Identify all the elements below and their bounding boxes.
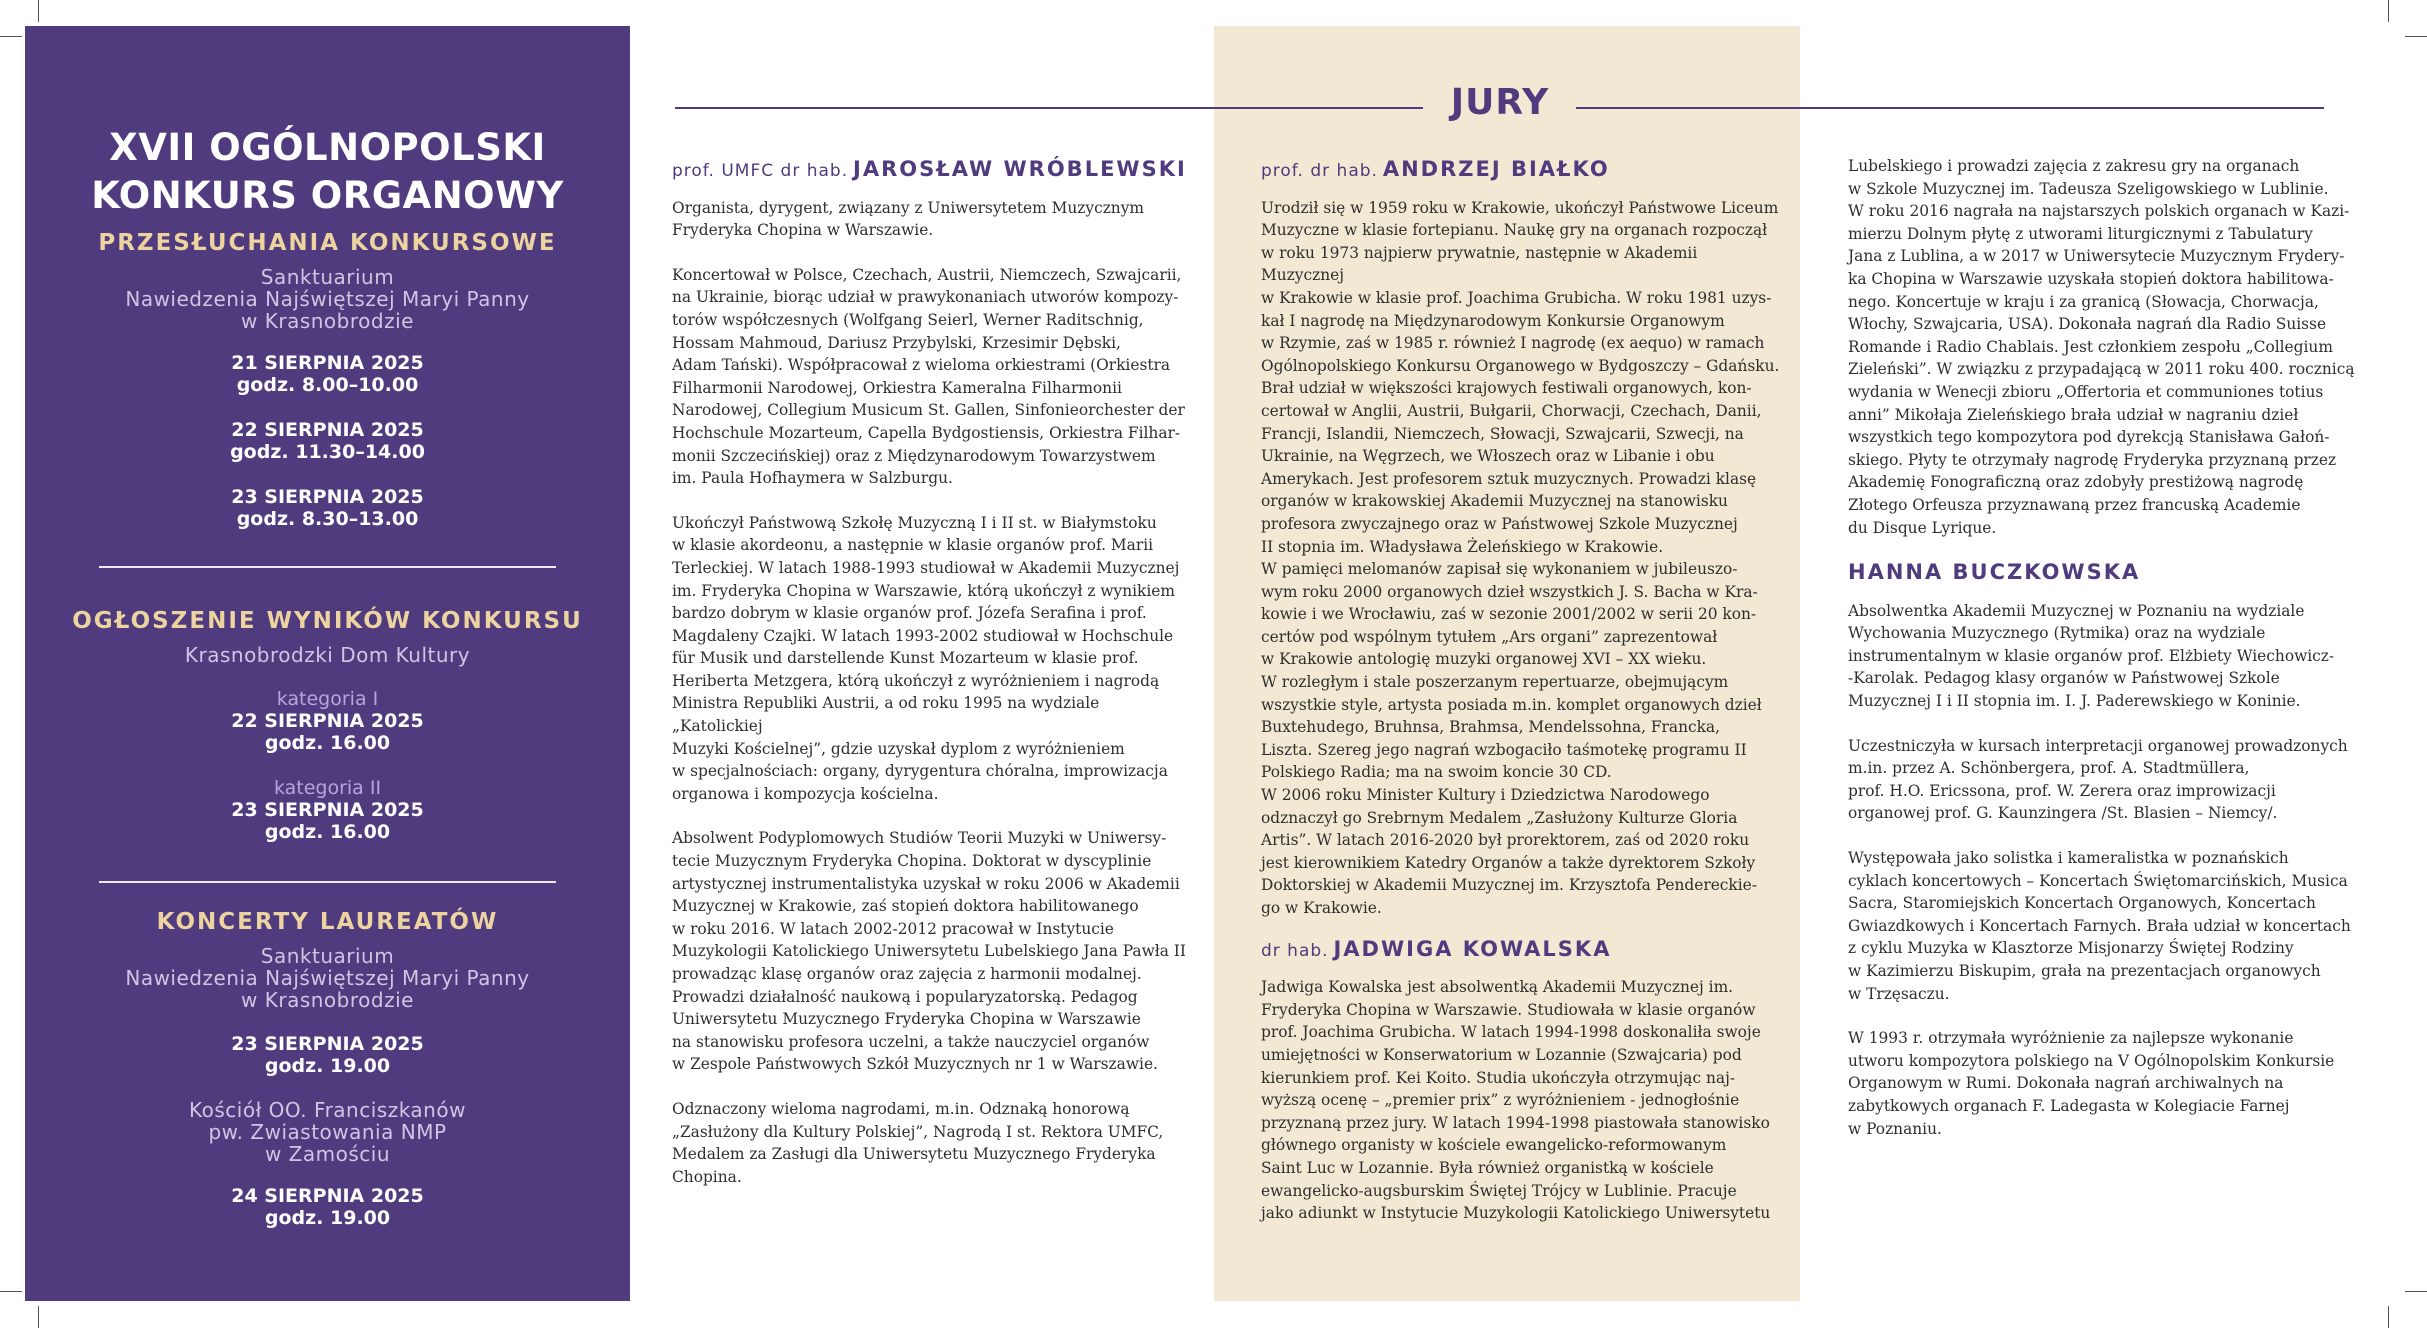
crop-mark [2388,0,2389,22]
venue-line: w Krasnobrodzie [241,309,414,333]
bio-paragraph: Organista, dyrygent, związany z Uniwersytetem Muzycznym Fryderyka Chopina w Warszawie. [672,198,1144,240]
results-date: 22 SIERPNIA 2025 [231,710,424,732]
concert-time: godz. 19.00 [264,1207,391,1229]
auditions-heading: PRZESŁUCHANIA KONKURSOWE [98,230,557,256]
section-divider [99,881,556,883]
category-label: kategoria I [276,688,379,710]
results-time: godz. 16.00 [264,821,391,843]
crop-mark [0,1291,22,1292]
concert-date: 23 SIERPNIA 2025 [231,1033,424,1055]
concert-time: godz. 19.00 [264,1055,391,1077]
audition-time: godz. 8.00–10.00 [236,374,419,396]
bio-paragraph: W 1993 r. otrzymała wyróżnienie za najlepsze wykonanie utworu kompozytora polskiego na V Ogólnopolskim Konkursie Organowym w Rumi. Dokonała nagrań archiwalnych na zabytkowych organach F. Ladegasta w Kolegiacie Farnej w Poznaniu. [1848,1029,2335,1138]
auditions-section [25,230,630,530]
jury-name: JADWIGA KOWALSKA [1333,936,1612,961]
venue-line: Sanktuarium [260,944,395,968]
results-time: godz. 16.00 [264,732,391,754]
competition-title [25,124,630,220]
bio-paragraph: Ukończył Państwową Szkołę Muzyczną I i II st. w Białymstoku w klasie akordeonu, a następnie w klasie organów prof. Marii Terleckiej. W latach 1988-1993 studiował w Akademii Muzycznej im. Fryderyka Chopina w Warszawie, którą ukończył z wynikiem bardzo dobrym w klasie organów prof. Józefa Serafina i prof. Magdaleny Czajki. W latach 1993-2002 studiował w Hochschule für Musik und darstellende Kunst Mozarteum w klasie prof. Heriberta Metzgera, którą ukończył z wyróżnieniem i nagrodą Ministra Republiki Austrii, a od roku 1995 na wydziale „Katolickiej Muzyki Kościelnej”, gdzie uzyskał dyplom z wyróżnieniem w specjalnościach: organy, dyrygentura chóralna, improwizacja organowa i kompozycja kościelna. [672,513,1180,803]
jury-member-name [1261,158,1781,183]
section-divider [99,566,556,568]
jury-title-prefix: dr hab. [1261,940,1329,961]
jury-heading: JURY [1450,82,1550,123]
concert-date: 24 SIERPNIA 2025 [231,1185,424,1207]
crop-mark [2405,36,2427,37]
jury-column-1 [672,158,1192,1210]
results-date: 23 SIERPNIA 2025 [231,799,424,821]
venue-line: w Krasnobrodzie [241,988,414,1012]
bio-paragraph: Uczestniczyła w kursach interpretacji organowej prowadzonych m.in. przez A. Schönbergera, prof. A. Stadtmüllera, prof. H.O. Ericssona, prof. W. Zerera oraz improwizacji organowej prof. G. Kaunzingera /St. Blasien – Niemcy/. [1848,736,2348,823]
bio-paragraph: Występowała jako solistka i kameralistka w poznańskich cyklach koncertowych – Koncertach Świętomarcińskich, Musica Sacra, Staromiejskich Koncertach Organowych, Koncertach Gwiazdkowych i Koncertach Farnych. Brała udział w koncertach z cyklu Muzyka w Klasztorze Misjonarzy Świętej Rodziny w Kazimierzu Biskupim, grała na prezentacjach organowych w Trzęsaczu. [1848,849,2351,1003]
jury-name: ANDRZEJ BIAŁKO [1382,157,1610,181]
audition-time: godz. 11.30–14.00 [230,441,425,463]
results-venue: Krasnobrodzki Dom Kultury [184,643,471,667]
jury-rule-left [675,107,1423,109]
jury-title-prefix: prof. dr hab. [1261,161,1378,181]
bio-paragraph: Lubelskiego i prowadzi zajęcia z zakresu gry na organach w Szkole Muzycznej im. Tadeusza Szeligowskiego w Lublinie. W roku 2016 nagrała na najstarszych polskich organach w Kazi- mierzu Dolnym płytę z utworami liturgicznymi z Tabulatury Jana z Lublina, a w 2017 w Uniwersytecie Muzycznym Frydery- ka Chopina w Warszawie uzyskała stopień doktora habilitowa- nego. Koncertuje w kraju i za granicą (Słowacja, Chorwacja, Włochy, Szwajcaria, USA). Dokonała nagrań dla Radio Suisse Romande i Radio Chablais. Jest członkiem zespołu „Collegium Zieleński”. W związku z przypadającą w 2011 roku 400. rocznicą wydania w Wenecji zbioru „Offertoria et communiones totius anni” Mikołaja Zieleńskiego brała udział w nagraniu dzieł wszystkich tego kompozytora pod dyrekcją Stanisława Gałoń- skiego. Płyty te otrzymały nagrodę Fryderyka przyznaną przez Akademię Fonograficzną oraz zdobyły prestiżową nagrodę Złotego Orfeusza przyznawaną przez francuską Academie du Disque Lyrique. [1848,157,2355,537]
title-line: KONKURS ORGANOWY [91,174,564,217]
audition-time: godz. 8.30–13.00 [236,508,419,530]
jury-name: JAROSŁAW WRÓBLEWSKI [853,157,1187,181]
concerts-heading: KONCERTY LAUREATÓW [156,909,499,935]
concerts-section [25,909,630,1229]
venue-line: pw. Zwiastowania NMP [208,1120,447,1144]
bio-paragraph: Koncertował w Polsce, Czechach, Austrii, Niemczech, Szwajcarii, na Ukrainie, biorąc udział w prawykonaniach utworów kompozy- torów współczesnych (Wolfgang Seierl, Werner Raditschnig, Hossam Mahmoud, Dariusz Przybylski, Krzesimir Dębski, Adam Tański). Współpracował z wieloma orkiestrami (Orkiestra Filharmonii Narodowej, Orkiestra Kameralna Filharmonii Narodowej, Collegium Musicum St. Gallen, Sinfonieorchester der Hochschule Mozarteum, Capella Bydgostiensis, Orkiestra Filhar- monii Szczecińskiej) oraz z Międzynarodowym Towarzystwem im. Paula Hofhaymera w Salzburgu. [672,265,1185,488]
bio-paragraph: Jadwiga Kowalska jest absolwentką Akademii Muzycznej im. Fryderyka Chopina w Warszawie. Studiowała w klasie organów prof. Joachima Grubicha. W latach 1994-1998 doskonaliła swoje umiejętności w Konserwatorium w Lozannie (Szwajcaria) pod kierunkiem prof. Kei Koito. Studia ukończyła otrzymując naj- wyższą ocenę – „premier prix” z wyróżnieniem - jednogłośnie przyznaną przez jury. W latach 1994-1998 piastowała stanowisko głównego organisty w kościele ewangelicko-reformowanym Saint Luc w Lozannie. Była również organistką w kościele ewangelicko-augsburskim Świętej Trójcy w Lublinie. Pracuje jako adiunkt w Instytucie Muzykologii Katolickiego Uniwersytetu [1261,978,1771,1223]
crop-mark [0,36,22,37]
jury-title-prefix: prof. UMFC dr hab. [672,161,849,181]
bio-paragraph: Absolwentka Akademii Muzycznej w Poznaniu na wydziale Wychowania Muzycznego (Rytmika) oraz na wydziale instrumentalnym w klasie organów prof. Elżbiety Wiechowicz- -Karolak. Pedagog klasy organów w Państwowej Szkole Muzycznej I i II stopnia im. I. J. Paderewskiego w Koninie. [1848,601,2335,711]
jury-column-2 [1261,158,1781,1247]
jury-column-3 [1848,155,2393,1162]
venue-line: w Zamościu [264,1142,391,1166]
category-label: kategoria II [273,777,382,799]
crop-mark [38,1306,39,1328]
venue-line: Kościół OO. Franciszkanów [189,1098,466,1122]
audition-date: 22 SIERPNIA 2025 [231,419,424,441]
jury-member-name [1261,938,1781,963]
results-heading: OGŁOSZENIE WYNIKÓW KONKURSU [72,608,583,634]
audition-date: 21 SIERPNIA 2025 [231,352,424,374]
jury-member-name [672,158,1192,183]
bio-paragraph: Absolwent Podyplomowych Studiów Teorii Muzyki w Uniwersy- tecie Muzycznym Fryderyka Chopina. Doktorat w dyscyplinie artystycznej instrumentalistyka uzyskał w roku 2006 w Akademii Muzycznej w Krakowie, zaś stopień doktora habilitowanego w roku 2016. W latach 2002-2012 pracował w Instytucie Muzykologii Katolickiego Uniwersytetu Lubelskiego Jana Pawła II prowadząc klasę organów oraz zajęcia z harmonii modalnej. Prowadzi działalność naukową i popularyzatorską. Pedagog Uniwersytetu Muzycznego Fryderyka Chopina w Warszawie na stanowisku profesora uczelni, a także nauczyciel organów w Zespole Państwowych Szkół Muzycznych nr 1 w Warszawie. [672,829,1186,1074]
title-line: XVII OGÓLNOPOLSKI [109,126,546,169]
jury-rule-right [1576,107,2324,109]
audition-date: 23 SIERPNIA 2025 [231,486,424,508]
jury-member-name [1848,561,2393,586]
jury-name: HANNA BUCZKOWSKA [1848,560,2141,585]
crop-mark [2388,1306,2389,1328]
bio-paragraph: Urodził się w 1959 roku w Krakowie, ukończył Państwowe Liceum Muzyczne w klasie fortepianu. Naukę gry na organach rozpoczął w roku 1973 najpierw prywatnie, następnie w Akademii Muzycznej w Krakowie w klasie prof. Joachima Grubicha. W roku 1981 uzys- kał I nagrodę na Międzynarodowym Konkursie Organowym w Rzymie, zaś w 1985 r. również I nagrodę (ex aequo) w ramach Ogólnopolskiego Konkursu Organowego w Bydgoszczy – Gdańsku. Brał udział w większości krajowych festiwali organowych, kon- certował w Anglii, Austrii, Bułgarii, Chorwacji, Czechach, Danii, Francji, Islandii, Niemczech, Słowacji, Szwajcarii, Szwecji, na Ukrainie, na Węgrzech, we Włoszech oraz w Libanie i obu Amerykach. Jest profesorem sztuk muzycznych. Prowadzi klasę organów w krakowskiej Akademii Muzycznej na stanowisku profesora zwyczajnego oraz w Państwowej Szkole Muzycznej II stopnia im. Władysława Żeleńskiego w Krakowie. W pamięci melomanów zapisał się wykonaniem w jubileuszo- wym roku 2000 organowych dzieł wszystkich J. S. Bacha w Kra- kowie i we Wrocławiu, zaś w sezonie 2001/2002 w serii 20 kon- certów pod wspólnym tytułem „Ars organi” zaprezentował w Krakowie antologię muzyki organowej XVI – XX wieku. W rozległym i stale poszerzanym repertuarze, obejmującym wszystkie style, artysta posiada m.in. komplet organowych dzieł Buxtehudego, Bruhnsa, Brahmsa, Mendelssohna, Francka, Liszta. Szereg jego nagrań wzbogaciło taśmotekę programu II Polskiego Radia; ma na swoim koncie 30 CD. W 2006 roku Minister Kultury i Dziedzictwa Narodowego odznaczył go Srebrnym Medalem „Zasłużony Kulturze Gloria Artis”. W latach 2016-2020 był prorektorem, zaś od 2020 roku jest kierownikiem Katedry Organów a także dyrektorem Szkoły Doktorskiej w Akademii Muzycznej im. Krzysztofa Pendereckie- go w Krakowie. [1261,198,1780,917]
crop-mark [2405,1291,2427,1292]
venue-line: Sanktuarium [260,265,395,289]
results-section [25,608,630,843]
venue-line: Nawiedzenia Najświętszej Maryi Panny [125,287,530,311]
bio-paragraph: Odznaczony wieloma nagrodami, m.in. Odznaką honorową „Zasłużony dla Kultury Polskiej”, Nagrodą I st. Rektora UMFC, Medalem za Zasługi dla Uniwersytetu Muzycznego Fryderyka Chopina. [672,1099,1164,1186]
venue-line: Nawiedzenia Najświętszej Maryi Panny [125,966,530,990]
crop-mark [38,0,39,22]
program-panel [25,26,630,1301]
